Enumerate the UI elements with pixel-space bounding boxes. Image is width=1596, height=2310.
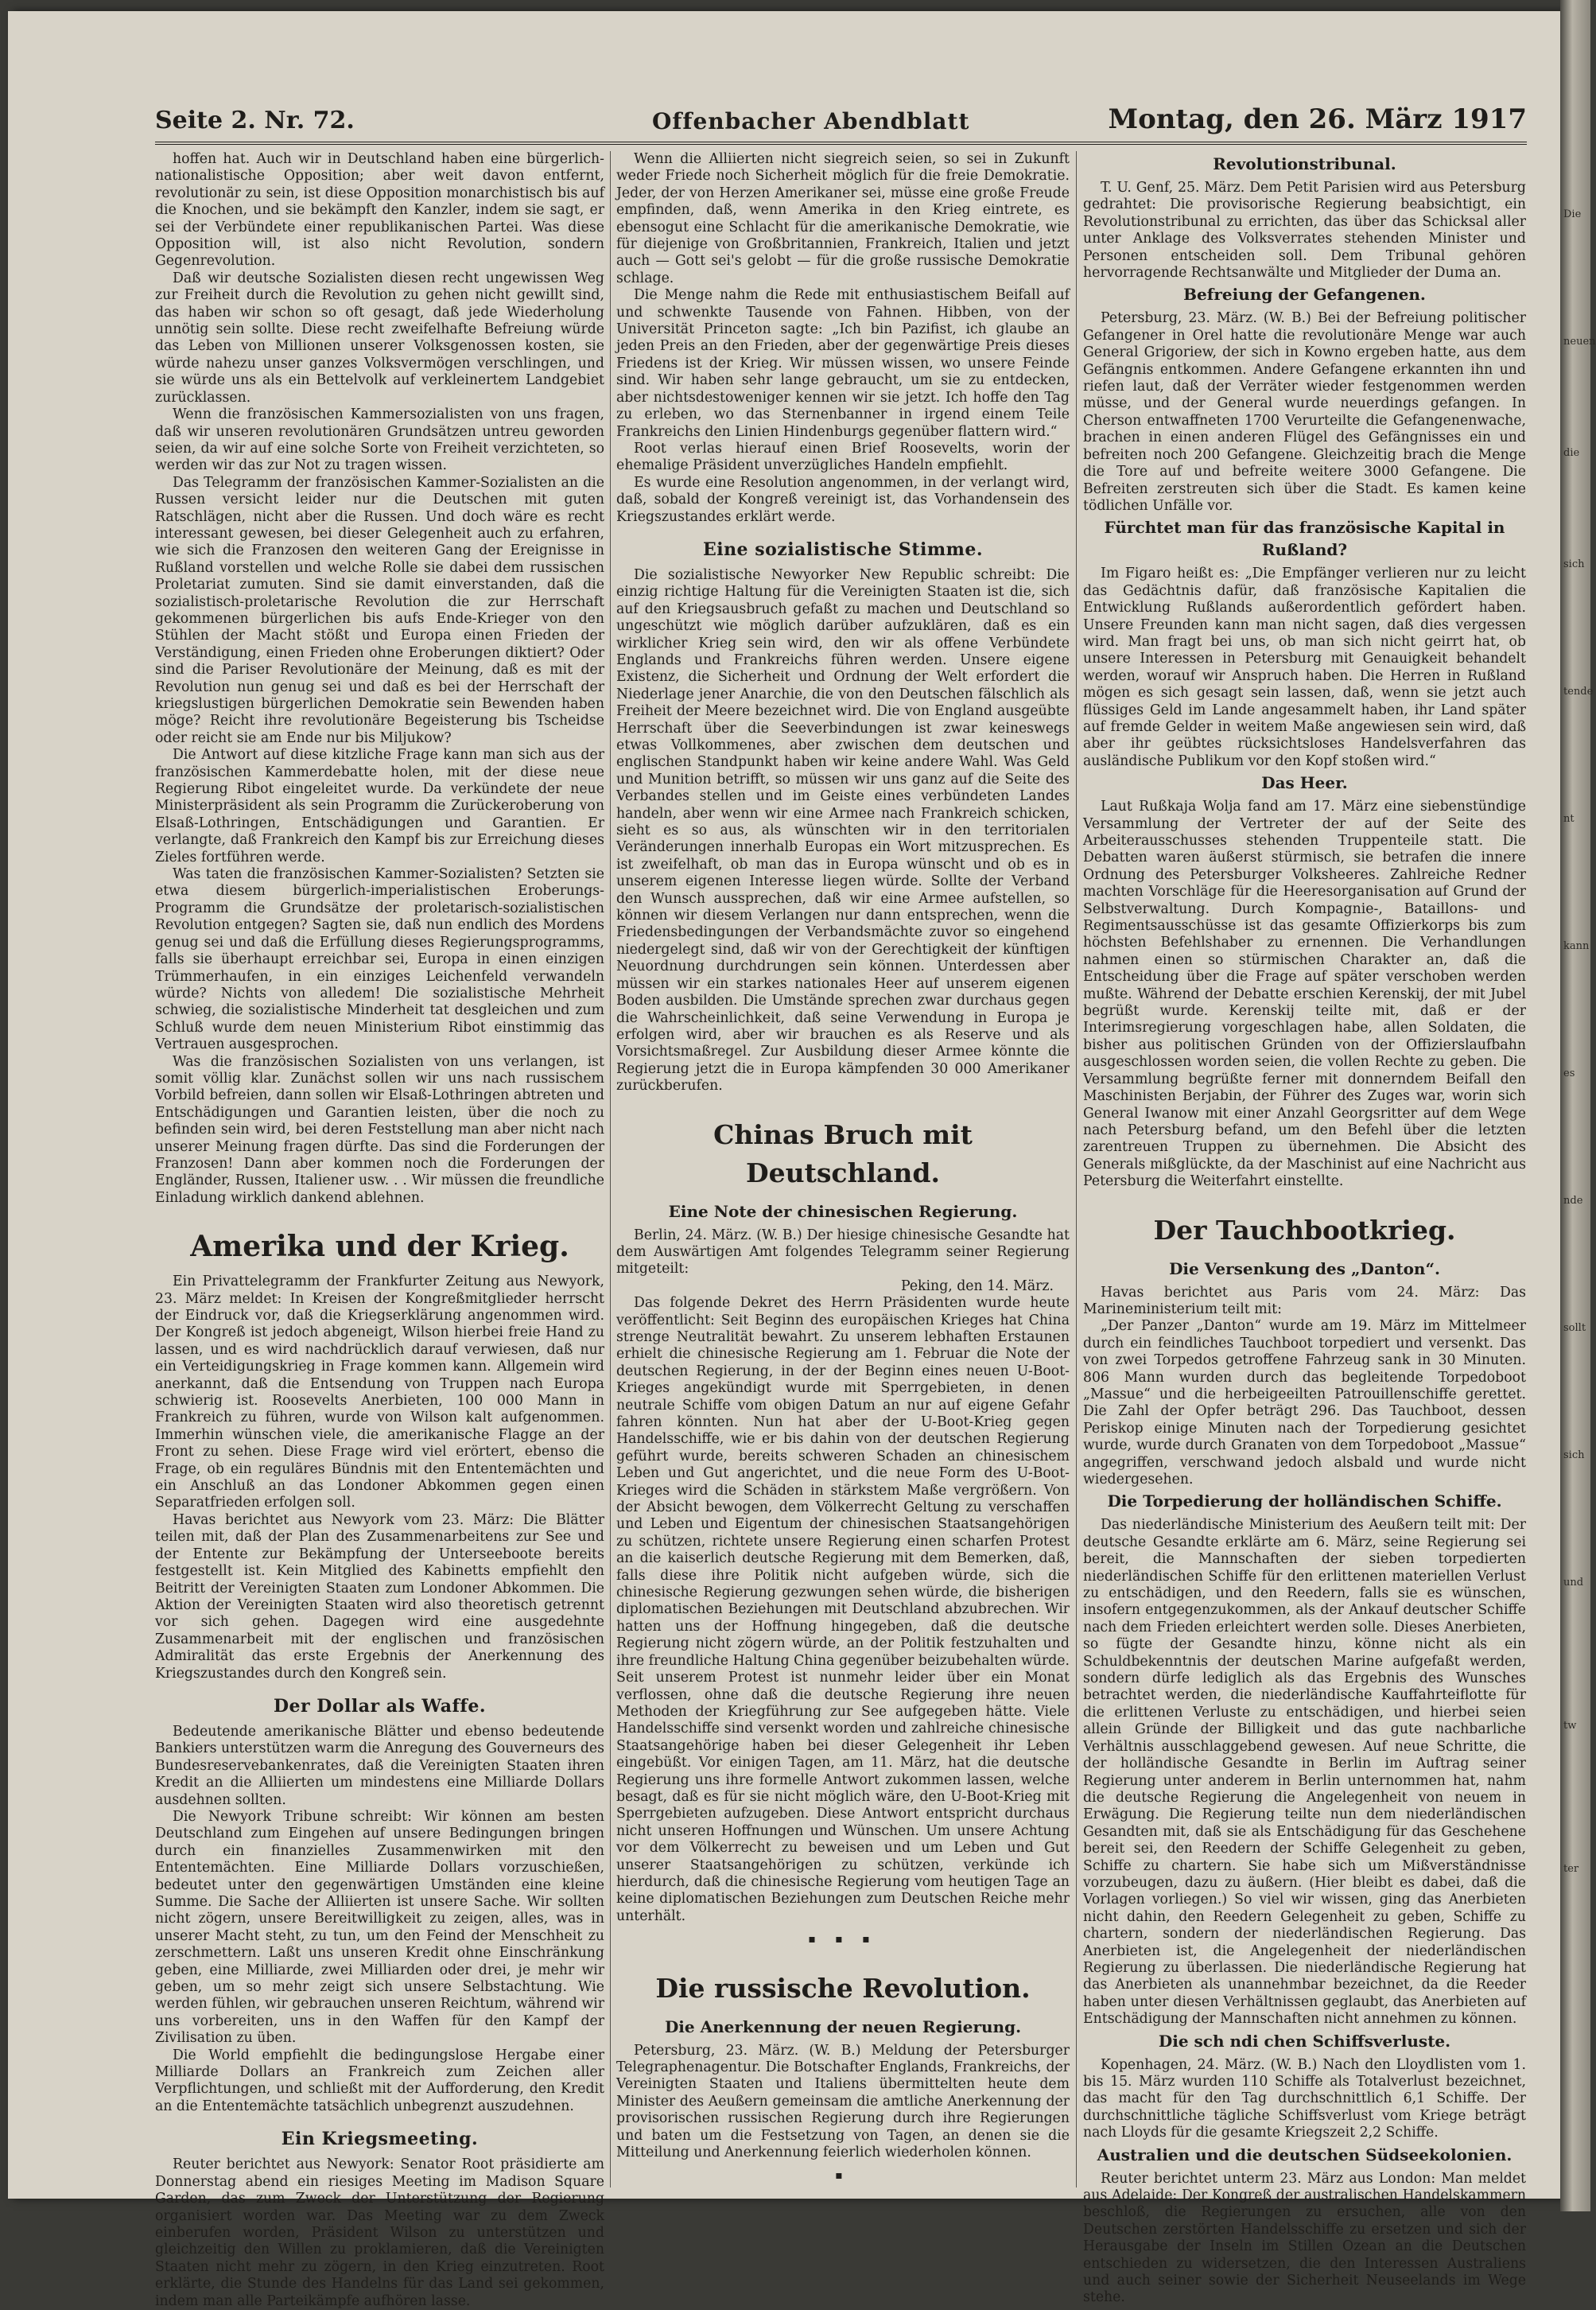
article-paragraph: Havas berichtet aus Newyork vom 23. März: Die Blätter teilen mit, daß der Plan des Zusammenarbeitens zur See und der Entente zur Bekämpfung der Unterseeboote bereits festgestellt ist. Kein Mitglied des Kabinetts empfiehlt den Beitritt der Vereinigten Staaten zum Londoner Abkommen. Die Aktion der Vereinigten Staaten wird also theoretisch getrennt vor sich gehen. Dagegen wird eine ausgedehnte Zusammenarbeit mit der englischen und französischen Admiralität das erste Ergebnis der Anerkennung des Kriegszustandes durch den Kongreß sein. <box>155 1511 604 1682</box>
edge-word: tw <box>1563 1720 1577 1732</box>
article-paragraph: Das niederländische Ministerium des Aeußern teilt mit: Der deutsche Gesandte erklärte am 6. März, seine Regierung sei bereit, die Mannschaften der sieben torpedierten niederländischen Schiffe für den erlittenen materiellen Verlust zu entschädigen, und den Reedern, falls sie es wünschen, insofern entgegenzukommen, als der Ankauf deutscher Schiffe nach dem Frieden erleichtert werden solle. Dieses Anerbieten, so fügte der Gesandte hinzu, könne nicht als ein Schuldbekenntnis der deutschen Marine aufgefaßt werden, sondern dürfe lediglich als das Ergebnis des Wunsches betrachtet werden, die niederländische Kauffahrteiflotte für die erlittenen Verluste zu entschädigen, und hierbei seien allein Gründe der Billigkeit und das gute nachbarliche Verhältnis ausschlaggebend gewesen. Auf neue Schritte, die der holländische Gesandte in Berlin im Auftrag seiner Regierung unter anderem in Berlin unternommen hat, nahm die deutsche Regierung die Angelegenheit von neuem in Erwägung. Die Regierung teilte nun dem niederländischen Gesandten mit, daß sie als Entschädigung für das Geschehene bereit sei, den Reedern der Schiffe Gelegenheit zu geben, Schiffe zu chartern. Sie habe sich um Mißverständnisse vorzubeugen, dazu zu äußern. (Hier bleibt es dabei, daß die Vorlagen vorliegen.) So viel wir wissen, ging das Anerbieten nicht dahin, den Reedern Gelegenheit zu geben, Schiffe zu chartern, sondern der niederländischen Regierung. Das Anerbieten ist, die Angelegenheit der niederländischen Regierung zu überlassen. Die niederländische Regierung hat das Anerbieten als unannehmbar bezeichnet, da die Reeder haben unter diesen Verhältnissen geglaubt, das Anerbieten auf Entschädigung der Mannschaften nicht annehmen zu können. <box>1083 1517 1526 2028</box>
subheadline-heer: Das Heer. <box>1261 773 1348 793</box>
headline-revolution: Die russische Revolution. <box>655 1972 1031 2004</box>
article-paragraph: Wenn die französischen Kammersozialisten von uns fragen, daß wir unseren revolutionären Grundsätzen untreu geworden seien, da wir auf eine solche Sorte von Freiheit verzichteten, so werden wir das zur Not zu tragen wissen. <box>155 406 604 474</box>
subheadline-tribunal: Revolutionstribunal. <box>1213 154 1396 173</box>
article-paragraph: Petersburg, 23. März. (W. B.) Bei der Befreiung politischer Gefangener in Orel hatte die revolutionäre Menge war auch General Grigoriew, der sich in Kowno ergeben hatte, aus dem Gefängnis entkommen. Andere Gefangene erkannten ihn und riefen laut, daß der Verräter wieder festgenommen werden müsse, und der General wurde neuerdings gefangen. In Cherson entwaffneten 1700 Verurteilte die Gefangenenwache, brachen in einen anderen Flügel des Gefängnisses ein und befreiten noch 200 Gefangene. Gleichzeitig brach die Menge die Tore auf und befreite weitere 3000 Gefangene. Die Befreiten zerstreuten sich über die Stadt. Es kamen keine tödlichen Unfälle vor. <box>1083 310 1526 514</box>
edge-word: es <box>1563 1068 1575 1079</box>
page-number: Seite 2. Nr. 72. <box>155 107 355 134</box>
article-paragraph: Die sozialistische Newyorker New Republic schreibt: Die einzig richtige Haltung für die Vereinigten Staaten ist die, sich auf den Kriegsausbruch gefaßt zu machen und Deutschland so ungeschützt wie möglich darüber aufzuklären, daß es ein wirklicher Krieg sein wird, den wir als offene Verbündete Englands und Frankreichs führen werden. Unsere eigene Existenz, die Sicherheit und Ordnung der Welt erfordert die Niederlage jener Anarchie, die von den Deutschen fälschlich als Freiheit der Meere bezeichnet wird. Die von England ausgeübte Herrschaft über die Seeverbindungen ist zwar keineswegs etwas Vollkommenes, aber zwischen dem deutschen und englischen Standpunkt haben wir keine andere Wahl. Was Geld und Munition betrifft, so müssen wir uns ganz auf die Seite des Verbandes stellen und im Geiste eines verbündeten Landes handeln, aber wenn wir eine Armee nach Frankreich schicken, sieht es so aus, als wünschten wir in den territorialen Veränderungen innerhalb Europas ein Wort mitzusprechen. Es ist zweifelhaft, ob man das in Europa wünscht und ob es in unserem eigenen Interesse liegen würde. Sollte der Verband den Wunsch aussprechen, daß wir eine Armee aufstellen, so können wir diesem Verlangen nur dann entsprechen, wenn die Friedensbedingungen der Verbandsmächte zuvor so eingehend niedergelegt sind, daß wir von der Gerechtigkeit der künftigen Neuordnung durchdrungen sein können. Unterdessen aber müssen wir ein starkes nationales Heer auf unserem eigenen Boden ausbilden. Die Umstände sprechen zwar durchaus gegen die Wahrscheinlichkeit, daß seine Verwendung in Europa je erfolgen wird, aber wir brauchen es als Reserve und als Vorsichtsmaßregel. Zur Ausbildung dieser Armee könnte die Regierung jetzt die in Europa kämpfenden 30 000 Amerikaner zurückberufen. <box>616 566 1070 1095</box>
edge-word: und <box>1563 1577 1584 1589</box>
subheadline-kapital: Fürchtet man für das französische Kapital in Rußland? <box>1104 518 1505 560</box>
article-paragraph: Havas berichtet aus Paris vom 24. März: Das Marineministerium teilt mit: <box>1083 1284 1526 1317</box>
edge-word: sich <box>1563 558 1585 570</box>
subheadline-verluste: Die sch ndi chen Schiffsverluste. <box>1158 2031 1451 2051</box>
article-paragraph: Die World empfiehlt die bedingungslose Hergabe einer Milliarde Dollars an Frankreich zum Zeichen aller Verpflichtungen, und schließt mit der Aufforderung, den Kredit an die Ententemächte tatsächlich unbegrenzt auszudehnen. <box>155 2047 604 2114</box>
headline-stimme: Eine sozialistische Stimme. <box>702 539 984 560</box>
article-paragraph: Im Figaro heißt es: „Die Empfänger verlieren nur zu leicht das Gedächtnis dafür, daß französische Kapitalien die Entwicklung Rußlands außerordentlich gefördert haben. Unsere Freunden kann man nicht sagen, daß dies vergessen wird. Man fragt bei uns, ob man sich nicht geirrt hat, ob unsere Interessen in Petersburg mit Genauigkeit behandelt werden, worauf wir Anspruch haben. Die Herren in Rußland mögen es sich gesagt sein lassen, daß, wenn sie jetzt auch flüssiges Geld im Lande angesammelt haben, ihr Land später auf fremde Gelder in weitem Maße angewiesen sein wird, daß aber ihr geübtes rücksichtsloses Handelsverfahren das ausländische Publikum vor den Kopf stoßen wird.“ <box>1083 566 1526 769</box>
newspaper-page <box>8 11 1563 2309</box>
article-paragraph: „Der Panzer „Danton“ wurde am 19. März im Mittelmeer durch ein feindliches Tauchboot torpediert und versenkt. Das von zwei Torpedos getroffene Fahrzeug sank in 30 Minuten. 806 Mann wurden durch das begleitende Torpedoboot „Massue“ und die herbeigeeilten Patrouillenschiffe gerettet. Die Zahl der Opfer beträgt 296. Das Tauchboot, dessen Periskop einige Minuten nach der Torpedierung gesichtet wurde, wurde durch Granaten von dem Torpedoboot „Massue“ angegriffen, verschwand jedoch alsbald und wurde nicht wiedergesehen. <box>1083 1318 1526 1488</box>
column-2 <box>616 151 1070 2188</box>
masthead <box>155 100 1527 145</box>
headline-china: Chinas Bruch mit Deutschland. <box>713 1118 973 1188</box>
separator-ornament: ▪ <box>835 2169 851 2183</box>
edge-word: sich <box>1563 1449 1585 1461</box>
next-page-edge <box>1560 0 1596 2211</box>
subheadline-meeting: Ein Kriegsmeeting. <box>281 2129 479 2150</box>
headline-tauchboot: Der Tauchbootkrieg. <box>1153 1214 1456 1246</box>
article-paragraph: Kopenhagen, 24. März. (W. B.) Nach den Lloydlisten vom 1. bis 15. März wurden 110 Schiffe als Totalverlust bezeichnet, das macht für den Tag durchschnittlich 6,1 Schiffe. Der durchschnittliche tägliche Schiffsverlust vom Kriege beträgt nach Lloyds für die gesamte Kriegszeit 2,2 Schiffe. <box>1083 2056 1526 2141</box>
subheadline-holland: Die Torpedierung der holländischen Schiffe. <box>1107 1491 1502 1511</box>
article-paragraph: Petersburg, 23. März. (W. B.) Meldung der Petersburger Telegraphenagentur. Die Botschafter Englands, Frankreichs, der Vereinigten Staaten und Italiens übermittelten heute dem Minister des Aeußern gemeinsam die amtliche Anerkennung der provisorischen russischen Regierung durch ihre Regierungen und baten um die Festsetzung von Tagen, an denen sie die Mitteilung und Anerkennung feierlich wiederholen können. <box>616 2042 1070 2161</box>
article-paragraph: hoffen hat. Auch wir in Deutschland haben eine bürgerlich-nationalistische Opposition; aber weit davon entfernt, revolutionär zu sein, ist diese Opposition monarchistisch bis auf die Knochen, und sie bekämpft den Kanzler, indem sie sagt, er sei der Verbündete einer republikanischen Partei. Was diese Opposition will, ist also nicht Revolution, sondern Gegenrevolution. <box>155 151 604 270</box>
article-paragraph: Die Antwort auf diese kitzliche Frage kann man sich aus der französischen Kammerdebatte holen, mit der diese neue Regierung Ribot eingeleitet wurde. Da verkündete der neue Ministerpräsident als sein Programm die Zurückeroberung von Elsaß-Lothringen, Entschädigungen und Garantien. Er verlangte, daß Frankreich den Kampf bis zur Erreichung dieses Zieles fortführen werde. <box>155 747 604 865</box>
article-paragraph: Das Telegramm der französischen Kammer-Sozialisten an die Russen versicht leider nur die Deutschen mit guten Ratschlägen, nicht aber die Russen. Und doch wäre es recht interessant gewesen, bei dieser Gelegenheit auch zu erfahren, wie sich die Franzosen den weiteren Gang der Ereignisse in Rußland vorstellen und welche Rolle sie dabei dem russischen Proletariat zumuten. Sind sie damit einverstanden, daß die sozialistisch-proletarische Revolution die zur Herrschaft gekommenen bürgerlichen bis aufs Ende-Krieger von den Stühlen der Macht stößt und Europa einen Frieden der Verständigung, einen Frieden ohne Eroberungen diktiert? Oder sind die Pariser Revolutionäre der Meinung, daß es mit der Revolution nun genug sei und daß es bei der Herrschaft der kriegslustigen bürgerlichen Demokratie sein Bewenden haben möge? Reicht ihre revolutionäre Begeisterung bis Tscheidse oder reicht sie am Ende nur bis Miljukow? <box>155 474 604 746</box>
article-paragraph: Berlin, 24. März. (W. B.) Der hiesige chinesische Gesandte hat dem Auswärtigen Amt folgendes Telegramm seiner Regierung mitgeteilt: <box>616 1227 1070 1278</box>
article-paragraph: Was taten die französischen Kammer-Sozialisten? Setzten sie etwa diesem bürgerlich-imperialistischen Eroberungs-Programm die Grundsätze der proletarisch-sozialistischen Revolution entgegen? Sagten sie, daß nun endlich des Mordens genug sei und daß die Erfüllung dieses Regierungsprogramms, falls sie überhaupt erreichbar sei, Europa in einen einzigen Trümmerhaufen, in ein einziges Leichenfeld verwandeln würde? Nichts von alledem! Die sozialistische Mehrheit schwieg, die sozialistische Minderheit tat desgleichen und zum Schluß wurde dem neuen Ministerium Ribot einstimmig das Vertrauen ausgesprochen. <box>155 866 604 1053</box>
article-paragraph: Es wurde eine Resolution angenommen, in der verlangt wird, daß, sobald der Kongreß vereinigt ist, das Vorhandensein des Kriegszustandes erklärt werde. <box>616 474 1070 525</box>
subheadline-danton: Die Versenkung des „Danton“. <box>1169 1258 1440 1278</box>
article-paragraph: Root verlas hierauf einen Brief Roosevelts, worin der ehemalige Präsident unverzügliches Handeln empfiehlt. <box>616 440 1070 474</box>
article-paragraph: Reuter berichtet aus Newyork: Senator Root präsidierte am Donnerstag abend ein riesiges Meeting im Madison Square Garden, das zum Zweck der Unterstützung der Regierung organisiert worden war. Das Meeting war zu dem Zweck einberufen worden, Präsident Wilson zu unterstützen und gleichzeitig den Willen zu proklamieren, daß die Vereinigten Staaten nicht mehr zu zögern, in den Krieg einzutreten. Root erklärte, die Stunde des Handelns für das Land sei gekommen, indem man alle Parteikämpfe aufhören lasse. <box>155 2156 604 2309</box>
article-paragraph: Was die französischen Sozialisten von uns verlangen, ist somit völlig klar. Zunächst sollen wir uns nach russischem Vorbild befreien, dann sollen wir Elsaß-Lothringen abtreten und Entschädigungen und Garantien leisten, über die noch zu befinden sein wird, bei deren Feststellung man aber nicht nach unserer Meinung fragen dürfte. Das sind die Forderungen der Franzosen! Dann aber kommen noch die Forderungen der Engländer, Russen, Italiener usw. . . Wir müssen die freundliche Einladung wirklich dankend ablehnen. <box>155 1053 604 1206</box>
subheadline-australien: Australien und die deutschen Südseekolonien. <box>1097 2145 1513 2164</box>
subheadline-befreiung: Befreiung der Gefangenen. <box>1183 285 1426 305</box>
article-paragraph: Daß wir deutsche Sozialisten diesen recht ungewissen Weg zur Freiheit durch die Revolution zu gehen nicht gewillt sind, das haben wir schon so oft gesagt, daß jede Wiederholung unnötig sein sollte. Diese recht zweifelhafte Befreiung würde das Leben von Millionen unserer Volksgenossen kosten, sie würde nahezu unser ganzes Volksvermögen verschlingen, und sie würde uns als ein Bettelvolk auf verkleinertem Landgebiet zurücklassen. <box>155 270 604 406</box>
column-3 <box>1083 151 1526 2306</box>
subheadline-china: Eine Note der chinesischen Regierung. <box>668 1201 1018 1221</box>
edge-word: Die <box>1563 208 1582 220</box>
column-rule <box>1076 151 1077 2188</box>
newspaper-title: Offenbacher Abendblatt <box>652 108 970 134</box>
column-1 <box>155 151 604 2309</box>
article-paragraph: Bedeutende amerikanische Blätter und ebenso bedeutende Bankiers unterstützen warm die Anregung des Gouverneurs des Bundesreservebankenrates, daß die Vereinigten Staaten ihren Kredit an die Alliierten um mindestens eine Milliarde Dollars ausdehnen sollten. <box>155 1723 604 1808</box>
column-rule <box>610 151 611 2188</box>
issue-date: Montag, den 26. März 1917 <box>1108 103 1527 135</box>
edge-word: neuen <box>1563 336 1596 348</box>
article-paragraph: T. U. Genf, 25. März. Dem Petit Parisien wird aus Petersburg gedrahtet: Die provisorische Regierung beabsichtigt, ein Revolutionstribunal zu errichten, das über das Schicksal aller unter Anklage des Volksverrates stehenden Minister und Personen entscheiden soll. Dem Tribunal gehören hervorragende Rechtsanwälte und Mitglieder der Duma an. <box>1083 180 1526 282</box>
article-paragraph: Wenn die Alliierten nicht siegreich seien, so sei in Zukunft weder Friede noch Sicherheit möglich für die freie Demokratie. Jeder, der von Herzen Amerikaner sei, müsse eine große Freude empfinden, daß, wenn Amerika in den Krieg eintrete, es ebensogut eine Schlacht für die amerikanische Demokratie, wie für diejenige von Großbritannien, Frankreich, Italien und jetzt auch — Gott sei's gelobt — für die große russische Demokratie schlage. <box>616 151 1070 286</box>
edge-word: nt <box>1563 813 1575 825</box>
separator-ornament: ▪ ▪ ▪ <box>808 1933 878 1946</box>
article-paragraph: Laut Rußkaja Wolja fand am 17. März eine siebenstündige Versammlung der Vertreter der auf der Seite des Arbeiterausschusses stehenden Truppenteile statt. Die Debatten waren äußerst stürmisch, sie betrafen die innere Ordnung des Petersburger Volksheeres. Zahlreiche Redner machten Vorschläge für die Heeresorganisation auf Grund der Selbstverwaltung. Durch Kompagnie-, Bataillons- und Regimentsausschüsse ist das gesamte Offizierkorps bis zum höchsten Befehlshaber zu ernennen. Die Verhandlungen nahmen einen so stürmischen Charakter an, daß die Entscheidung über die Frage auf später verschoben werden mußte. Während der Debatte erschien Kerenskij, der mit Jubel begrüßt wurde. Kerenskij teilte mit, daß er der Interimsregierung vorgeschlagen habe, allen Soldaten, die bisher aus politischen Gründen von der Offizierslaufbahn ausgeschlossen worden seien, die vollen Rechte zu geben. Die Versammlung begrüßte ferner mit donnerndem Beifall den Maschinisten Berjabin, der Führer des Zuges war, worin sich General Iwanow mit einer Anzahl Georgsritter auf dem Wege nach Petersburg befand, um den Befehl über die letzten zarentreuen Truppen zu übernehmen. Die Absicht des Generals mißglückte, da der Maschinist auf eine Nachricht aus Petersburg die Weiterfahrt einstellte. <box>1083 799 1526 1190</box>
edge-word: ter <box>1563 1863 1579 1875</box>
article-paragraph: Ein Privattelegramm der Frankfurter Zeitung aus Newyork, 23. März meldet: In Kreisen der Kongreßmitglieder herrscht der Eindruck vor, daß die Kriegserklärung angenommen wird. Der Kongreß ist jedoch abgeneigt, Wilson hierbei freie Hand zu lassen, und es wird nachdrücklich darauf verwiesen, daß nur ein Verteidigungskrieg in Frage kommen kann. Allgemein wird anerkannt, daß die Entsendung von Truppen nach Europa schwierig ist. Roosevelts Anerbieten, 100 000 Mann in Frankreich zu führen, wurde von Wilson kalt aufgenommen. Immerhin wünschen viele, die amerikanische Flagge an der Front zu sehen. Diese Frage wird viel erörtert, ebenso die Frage, ob ein reguläres Bündnis mit den Ententemächten und ein Anschluß an das Londoner Abkommen gegen einen Separatfrieden erfolgen soll. <box>155 1274 604 1511</box>
subheadline-dollar: Der Dollar als Waffe. <box>273 1695 487 1717</box>
edge-word: die <box>1563 447 1580 459</box>
article-paragraph: Das folgende Dekret des Herrn Präsidenten wurde heute veröffentlicht: Seit Beginn des europäischen Krieges hat China strenge Neutralität bewahrt. Zu unserem lebhaften Erstaunen erhielt die chinesische Regierung am 1. Februar die Note der deutschen Regierung, in der der Beginn eines neuen U-Boot-Krieges angekündigt wurde mit Sperrgebieten, in denen neutrale Schiffe vom obigen Datum an nur auf eigene Gefahr fahren könnten. Nun hat aber der U-Boot-Krieg gegen Handelsschiffe, wie er bis dahin von der deutschen Regierung geführt wurde, bereits schweren Schaden an chinesischem Leben und Gut angerichtet, und die neue Form des U-Boot-Krieges wird die Schäden in stärkstem Maße vergrößern. Von der Absicht bewogen, dem Völkerrecht Geltung zu verschaffen und Leben und Eigentum der chinesischen Staatsangehörigen zu schützen, richtete unsere Regierung einen scharfen Protest an die kaiserlich deutsche Regierung mit dem Bemerken, daß, falls diese ihre Politik nicht aufgeben würde, sich die chinesische Regierung gezwungen sehen würde, die bisherigen diplomatischen Beziehungen mit Deutschland abzubrechen. Wir hatten uns der Hoffnung hingegeben, daß die deutsche Regierung nicht zögern würde, an der Politik festzuhalten und ihre freundliche Haltung China gegenüber beizubehalten würde. Seit unserem Protest ist nunmehr leider über ein Monat verflossen, ohne daß die deutsche Regierung ihre neuen Methoden der Kriegführung zur See aufgegeben hätte. Viele Handelsschiffe sind versenkt worden und zahlreiche chinesische Staatsangehörige haben bei dieser Gelegenheit ihr Leben eingebüßt. Vor einigen Tagen, am 11. März, hat die deutsche Regierung uns ihre formelle Antwort zukommen lassen, welche besagt, daß es für sie nicht möglich wäre, den U-Boot-Krieg mit Sperrgebieten aufzugeben. Diese Antwort entspricht durchaus nicht unseren Hoffnungen und Wünschen. Um unsere Achtung vor dem Völkerrecht zu beweisen und um Leben und Gut unserer Staatsangehörigen zu schützen, verkünde ich hierdurch, daß die chinesische Regierung vom heutigen Tage an keine diplomatischen Beziehungen zum Deutschen Reiche mehr unterhält. <box>616 1295 1070 1924</box>
edge-word: sollt <box>1563 1322 1586 1334</box>
edge-word: tende <box>1563 686 1594 698</box>
edge-word: kann <box>1563 940 1590 952</box>
article-paragraph: Die Newyork Tribune schreibt: Wir können am besten Deutschland zum Eingehen auf unsere Bedingungen bringen durch ein finanzielles Zusammenwirken mit den Ententemächten. Eine Milliarde Dollars vorzuschießen, bedeutet unter den gegenwärtigen Umständen eine kleine Summe. Die Sache der Alliierten ist unsere Sache. Wir sollten nicht zögern, unsere Bereitwilligkeit zu zeigen, alles, was in unserer Macht steht, zu tun, um den Feind der Menschheit zu zerschmettern. Laßt uns unseren Kredit ohne Einschränkung geben, eine Milliarde, zwei Milliarden oder drei, je mehr wir geben, um so mehr zeigt sich unsere Selbstachtung. Wie werden fühlen, wir gebrauchen unseren Reichtum, während wir uns vorbereiten, uns in den Waffen für den Kampf der Zivilisation zu üben. <box>155 1808 604 2047</box>
edge-word: nde <box>1563 1195 1583 1207</box>
article-paragraph: Reuter berichtet unterm 23. März aus London: Man meldet aus Adelaide: Der Kongreß der australischen Handelskammern beschloß, die Regierungen zu ersuchen, alle von den Deutschen zerstörten Handelsschiffe zu ersetzen und sich der Herausgabe der Inseln im Stillen Ozean an die Deutschen entschieden zu widersetzen, die den Interessen Australiens und auch seiner sowie der Sicherheit Neuseelands im Wege stehe. <box>1083 2170 1526 2306</box>
headline-amerika: Amerika und der Krieg. <box>190 1230 569 1264</box>
article-paragraph: Die Menge nahm die Rede mit enthusiastischem Beifall auf und schwenkte Tausende von Fahnen. Hibben, von der Universität Princeton sagte: „Ich bin Pazifist, ich glaube an jeden Preis an den Frieden, aber der gegenwärtige Preis dieses Friedens ist der Krieg. Wir müssen wissen, wo unsere Feinde sind. Wir haben sehr lange gebraucht, um sie zu entdecken, aber nichtsdestoweniger kennen wir sie jetzt. Ich hoffe den Tag zu erleben, wo das Sternenbanner in irgend einem Teile Frankreichs den Linien Hindenburgs gegenüber flattern wird.“ <box>616 287 1070 440</box>
subheadline-anerkennung: Die Anerkennung der neuen Regierung. <box>664 2016 1022 2036</box>
dateline: Peking, den 14. März. <box>900 1278 1054 1294</box>
